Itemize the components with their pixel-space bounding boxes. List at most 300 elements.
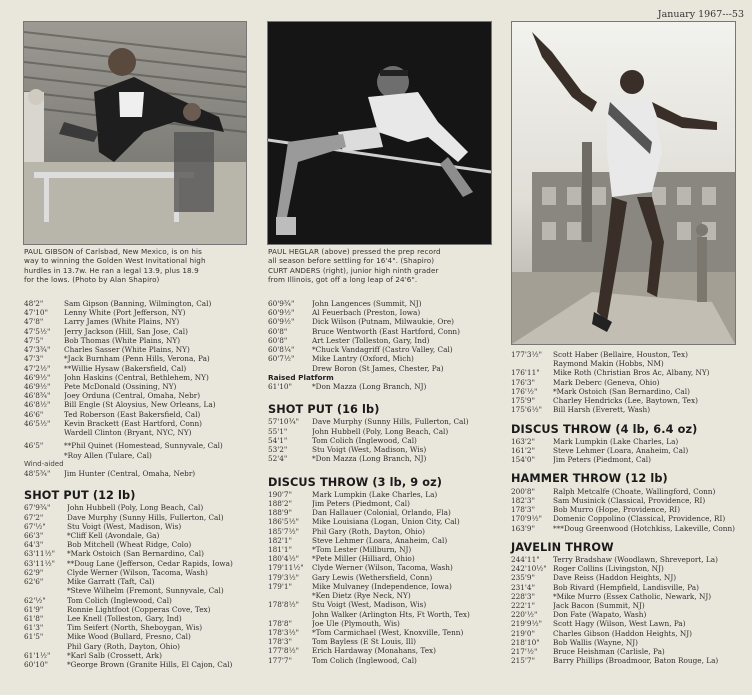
athlete-name: ***Doug Greenwood (Hotchkiss, Lakeville, Conn): [553, 523, 735, 533]
athlete-name: John Langences (Summit, NJ): [312, 299, 422, 308]
athlete-name: Tom Colich (Inglewood, Cal): [312, 435, 417, 445]
result-mark: 53'2": [268, 445, 288, 455]
result-mark: 178'8": [268, 618, 292, 628]
athlete-name: Scott Hagy (Wilson, West Lawn, Pa): [553, 619, 686, 629]
raised-platform-label: Raised Platform: [268, 372, 334, 382]
result-row: [511, 387, 749, 396]
result-row: [24, 522, 260, 531]
result-row: [268, 536, 500, 545]
athlete-name: Sam Musinick (Classical, Providence, RI): [553, 495, 706, 505]
result-row: [24, 642, 260, 651]
photo-long-jump: [511, 21, 736, 345]
athlete-name: *Tom Lester (Millburn, NJ): [312, 545, 412, 555]
athlete-name: Tom Colich (Inglewood, Cal): [312, 655, 417, 665]
athlete-name: Sam Gipson (Banning, Wilmington, Cal): [64, 299, 212, 308]
result-mark: 242'10½": [511, 564, 547, 574]
result-row: [268, 656, 500, 665]
section-title-discus-4lb: DISCUS THROW (4 lb, 6.4 oz): [511, 422, 698, 436]
result-row: [268, 308, 500, 317]
result-row: [268, 527, 500, 536]
result-row: [24, 531, 260, 540]
athlete-name: Roger Collins (Livingston, NJ): [553, 564, 664, 574]
result-mark: 47'5": [24, 335, 44, 345]
result-row: [511, 359, 749, 368]
result-row: [24, 441, 260, 450]
result-mark: 60'8¼": [268, 345, 295, 355]
result-row: [511, 592, 749, 601]
result-mark: 60'10": [24, 660, 48, 670]
result-row: [24, 469, 260, 478]
result-row: [511, 555, 749, 564]
athlete-name: Stu Voigt (West, Madison, Wis): [67, 521, 182, 531]
result-mark: 60'9½": [268, 308, 295, 318]
result-row: [268, 637, 500, 646]
result-row: [268, 417, 500, 426]
shot-put-16-list: [268, 417, 500, 463]
result-mark: 200'8": [511, 486, 535, 496]
result-row: [511, 638, 749, 647]
result-row: [24, 623, 260, 632]
caption-line: CURT ANDERS (right), junior high ninth grader: [268, 265, 439, 275]
athlete-name: **Phil Quinet (Homestead, Sunnyvale, Cal): [64, 441, 223, 451]
result-mark: [24, 642, 67, 651]
result-row: [24, 549, 260, 558]
result-mark: [268, 364, 312, 373]
result-row: [268, 591, 500, 600]
result-row: [268, 646, 500, 655]
athlete-name: Raymond Makin (Hobbs, NM): [553, 359, 664, 369]
athlete-name: Scott Haber (Bellaire, Houston, Tex): [553, 350, 688, 359]
athlete-name: *George Brown (Granite Hills, El Cajon, Cal): [67, 660, 233, 670]
athlete-name: Mark Lumpkin (Lake Charles, La): [553, 436, 679, 446]
result-mark: 188'2": [268, 498, 292, 508]
athlete-name: Gary Lewis (Wethersfield, Conn): [312, 572, 433, 582]
result-mark: 215'7": [511, 656, 535, 666]
athlete-name: Mike Roth (Christian Bros Ac, Albany, NY): [553, 368, 710, 378]
athlete-name: Lee Knell (Tolleston, Gary, Ind): [67, 614, 182, 623]
result-mark: 67'½": [24, 521, 46, 531]
athlete-name: Mike Mulvaney (Independence, Iowa): [312, 581, 452, 591]
result-row: [511, 601, 749, 610]
athlete-name: **Doug Lane (Jefferson, Cedar Rapids, Iowa): [67, 558, 233, 568]
result-mark: [24, 451, 64, 460]
result-mark: 47'3¾": [24, 345, 51, 355]
athlete-name: Jack Bacon (Summit, NJ): [553, 601, 645, 611]
result-row: [24, 651, 260, 660]
athlete-name: Jim Peters (Piedmont, Cal): [312, 498, 410, 508]
result-mark: 175'9": [511, 396, 535, 406]
athlete-name: Stu Voigt (West, Madison, Wis): [312, 600, 427, 610]
athlete-name: Mike Louisiana (Logan, Union City, Cal): [312, 517, 460, 527]
result-mark: 61'1½": [24, 650, 51, 660]
athlete-name: Tim Seifert (North, Sheboygan, Wis): [67, 623, 203, 633]
top-list-col2: [268, 299, 500, 373]
result-mark: 161'2": [511, 445, 535, 455]
result-mark: 222'1": [511, 601, 535, 611]
result-mark: 179'1": [268, 581, 292, 591]
result-mark: 220'½": [511, 610, 538, 620]
athlete-name: *Tom Carmichael (West, Knoxville, Tenn): [312, 628, 464, 637]
result-row: [268, 317, 500, 326]
result-mark: 48'5¾": [24, 468, 51, 478]
result-mark: 175'6½": [511, 405, 543, 415]
result-mark: 181'1": [268, 545, 292, 555]
result-mark: 231'4": [511, 582, 535, 592]
athlete-name: John Hubbell (Poly, Long Beach, Cal): [312, 426, 449, 436]
athlete-name: Lenny White (Port Jefferson, NY): [64, 308, 186, 318]
top-list-col1: [24, 299, 260, 460]
discus-4lb-list: [511, 437, 749, 465]
athlete-name: Erich Hardaway (Monahans, Tex): [312, 646, 436, 656]
photo-high-jump: [267, 21, 492, 245]
athlete-name: Steve Lehmer (Loara, Anaheim, Cal): [553, 445, 689, 455]
result-row: [24, 345, 260, 354]
result-mark: 182'3": [511, 495, 535, 505]
result-mark: 154'0": [511, 455, 535, 465]
result-mark: 52'4": [268, 454, 288, 464]
caption-line: from Illinois, got off a long leap of 24'6".: [268, 274, 418, 284]
long-jump-image: [512, 22, 735, 344]
result-mark: 46'9½": [24, 372, 51, 382]
result-row: [511, 405, 749, 414]
result-row: [268, 454, 500, 463]
result-row: [268, 554, 500, 563]
result-row: [268, 573, 500, 582]
athlete-name: Steve Lehmer (Loara, Anaheim, Cal): [312, 535, 448, 545]
result-mark: 55'1": [268, 426, 288, 436]
athlete-name: *Don Mazza (Long Branch, NJ): [312, 381, 427, 391]
athlete-name: *Mike Murro (Essex Catholic, Newark, NJ): [553, 591, 712, 601]
result-mark: 177'7": [268, 655, 292, 665]
column-2: [268, 299, 500, 665]
result-mark: 178'3": [268, 637, 292, 647]
result-row: [268, 582, 500, 591]
athlete-name: *Don Mazza (Long Branch, NJ): [312, 454, 427, 464]
athlete-name: Bob Mitchell (Wheat Ridge, Colo): [67, 540, 192, 550]
high-jump-image: [268, 22, 491, 244]
result-mark: 64'3": [24, 540, 44, 550]
result-row: [511, 496, 749, 505]
result-row: [511, 610, 749, 619]
result-row: [24, 327, 260, 336]
result-mark: 176'11": [511, 368, 540, 378]
result-row: [24, 596, 260, 605]
athlete-name: Bill Engle (St Aloysius, New Orleans, La): [64, 400, 216, 410]
caption-line: for the lows. (Photo by Alan Shapiro): [24, 274, 160, 284]
result-mark: 46'8¾": [24, 391, 51, 401]
athlete-name: *Steve Wilhelm (Fremont, Sunnyvale, Cal): [67, 586, 224, 596]
result-mark: 60'8": [268, 326, 288, 336]
result-row: [511, 656, 749, 665]
athlete-name: Charles Gibson (Haddon Heights, NJ): [553, 628, 693, 638]
athlete-name: Art Lester (Tolleston, Gary, Ind): [312, 335, 430, 345]
result-row: [24, 419, 260, 428]
result-row: [24, 410, 260, 419]
athlete-name: Dave Murphy (Sunny Hills, Fullerton, Cal): [67, 512, 224, 522]
athlete-name: Charles Sasser (White Plains, NY): [64, 345, 190, 355]
result-mark: 217'½": [511, 647, 538, 657]
athlete-name: Larry James (White Plains, NY): [64, 317, 180, 327]
athlete-name: Jim Peters (Piedmont, Cal): [553, 455, 651, 465]
result-mark: 60'7½": [268, 354, 295, 364]
result-row: [24, 373, 260, 382]
result-mark: 228'3": [511, 591, 535, 601]
athlete-name: John Haskins (Central, Bethlehem, NY): [64, 372, 209, 382]
result-row: [268, 490, 500, 499]
result-mark: 62'6": [24, 577, 44, 587]
athlete-name: Mike Wood (Bullard, Fresno, Cal): [67, 632, 191, 642]
athlete-name: Joey Orduna (Central, Omaha, Nebr): [64, 391, 201, 401]
athlete-name: Jerry Jackson (Hill, San Jose, Cal): [64, 326, 188, 336]
athlete-name: Bob Murro (Hope, Providence, RI): [553, 505, 681, 515]
caption-line: PAUL HEGLAR (above) pressed the prep record: [268, 247, 441, 256]
athlete-name: Clyde Werner (Wilson, Tacoma, Wash): [67, 567, 208, 577]
result-mark: 66'3": [24, 531, 44, 541]
athlete-name: *Pete Miller (Hilliard, Ohio): [312, 554, 415, 564]
athlete-name: Bruce Wentworth (East Hartford, Conn): [312, 326, 460, 336]
result-row: [24, 364, 260, 373]
result-row: [511, 573, 749, 582]
result-mark: 61'8": [24, 614, 44, 623]
result-row: [268, 600, 500, 609]
result-row: [268, 354, 500, 363]
athlete-name: *Ken Dietz (Rye Neck, NY): [312, 591, 411, 601]
result-row: [511, 446, 749, 455]
result-mark: 170'9½": [511, 514, 543, 524]
caption-line: hurdles in 13.7w. He ran a legal 13.9, plus 18.9: [24, 265, 199, 275]
result-row: [511, 378, 749, 387]
result-row: [511, 455, 749, 464]
column-1: [24, 299, 260, 669]
result-row: [511, 514, 749, 523]
result-row: [268, 445, 500, 454]
result-row: [511, 524, 749, 533]
athlete-name: Drew Boron (St James, Chester, Pa): [312, 363, 444, 373]
result-row: [268, 327, 500, 336]
result-row: [268, 345, 500, 354]
result-mark: 60'9¾": [268, 299, 295, 308]
result-row: [24, 586, 260, 595]
result-row: [268, 508, 500, 517]
caption-line: all season before settling for 16'4". (Shapiro): [268, 256, 435, 266]
result-row: [268, 545, 500, 554]
column-3: [511, 350, 749, 666]
result-mark: 185'7½": [268, 526, 300, 536]
athlete-name: *Jack Burnham (Penn Hills, Verona, Pa): [64, 354, 210, 364]
athlete-name: Wardell Clinton (Bryant, NYC, NY): [64, 428, 192, 438]
result-mark: 60'9½": [268, 317, 295, 327]
result-row: [268, 628, 500, 637]
result-row: [268, 499, 500, 508]
result-mark: [268, 610, 312, 619]
shot-put-12-list: [24, 503, 260, 669]
result-mark: 219'0": [511, 628, 535, 638]
result-mark: 163'2": [511, 436, 535, 446]
result-mark: 190'7": [268, 489, 292, 499]
result-mark: 46'6": [24, 409, 44, 419]
result-mark: 179'3½": [268, 572, 300, 582]
result-row: [268, 436, 500, 445]
caption-left: [24, 247, 246, 284]
athlete-name: Domenic Coppolino (Classical, Providence, RI): [553, 514, 726, 524]
athlete-name: *Mark Ostoich (San Bernardino, Cal): [553, 386, 690, 396]
result-mark: 61'3": [24, 623, 44, 633]
athlete-name: Ronnie Lightfoot (Copperas Cove, Tex): [67, 604, 211, 614]
athlete-name: Mike Lantry (Oxford, Mich): [312, 354, 414, 364]
result-mark: 218'10": [511, 637, 540, 647]
athlete-name: John Hubbell (Poly, Long Beach, Cal): [67, 503, 204, 513]
result-row: [24, 540, 260, 549]
athlete-name: Kevin Brackett (East Hartford, Conn): [64, 418, 203, 428]
athlete-name: Bob Wallis (Wayne, NJ): [553, 637, 639, 647]
result-row: [511, 396, 749, 405]
result-mark: [511, 359, 553, 368]
result-row: [511, 368, 749, 377]
result-row: [24, 559, 260, 568]
athlete-name: Terry Bradshaw (Woodlawn, Shreveport, La): [553, 554, 718, 564]
result-mark: 63'11½": [24, 558, 56, 568]
result-mark: 46'5½": [24, 418, 51, 428]
result-mark: 67'9¾": [24, 503, 51, 513]
result-row: [24, 503, 260, 512]
result-row: [268, 619, 500, 628]
athlete-name: Joe Ule (Plymouth, Wis): [312, 618, 400, 628]
result-mark: 176'3": [511, 377, 535, 387]
result-mark: 61'9": [24, 604, 44, 614]
result-mark: 244'11": [511, 554, 540, 564]
result-mark: 60'8": [268, 335, 288, 345]
result-mark: 63'11½": [24, 549, 56, 559]
athlete-name: Ralph Metcalfe (Choate, Wallingford, Conn): [553, 486, 716, 496]
athlete-name: John Walker (Arlington Hts, Ft Worth, Tex): [312, 609, 470, 619]
result-row: [268, 517, 500, 526]
hurdler-image: [24, 22, 246, 244]
result-row: [24, 605, 260, 614]
result-mark: 176'½": [511, 386, 538, 396]
caption-line: way to winning the Golden West Invitational high: [24, 256, 206, 266]
result-row: [24, 308, 260, 317]
athlete-name: Phil Gary (Roth, Dayton, Ohio): [67, 641, 180, 651]
result-row: [268, 299, 500, 308]
result-row: [24, 336, 260, 345]
result-row: [24, 568, 260, 577]
result-row: [511, 487, 749, 496]
javelin-throw-list: [511, 555, 749, 666]
result-row: [268, 563, 500, 572]
athlete-name: Tom Colich (Inglewood, Cal): [67, 595, 172, 605]
result-mark: 235'9": [511, 573, 535, 583]
athlete-name: Bill Harsh (Everett, Wash): [553, 405, 651, 415]
result-mark: 177'8½": [268, 646, 300, 656]
result-row: [24, 513, 260, 522]
result-mark: 178'3": [511, 505, 535, 515]
athlete-name: *Roy Allen (Tulare, Cal): [64, 450, 152, 460]
athlete-name: Jim Hunter (Central, Omaha, Nebr): [64, 468, 196, 478]
result-row: [511, 350, 749, 359]
result-mark: 47'2½": [24, 363, 51, 373]
result-mark: 46'5": [24, 441, 44, 451]
athlete-name: Phil Gary (Roth, Dayton, Ohio): [312, 526, 425, 536]
athlete-name: Barry Phillips (Broadmoor, Baton Rouge, La): [553, 656, 719, 666]
result-row: [24, 632, 260, 641]
result-mark: 182'1": [268, 535, 292, 545]
result-row: [511, 583, 749, 592]
result-row: [24, 354, 260, 363]
result-mark: 62'½": [24, 595, 46, 605]
result-mark: 47'3": [24, 354, 44, 364]
result-row: [24, 400, 260, 409]
section-title-shot-put-16: SHOT PUT (16 lb): [268, 403, 380, 417]
result-row: [511, 629, 749, 638]
result-row: [24, 614, 260, 623]
section-title-shot-put-12: SHOT PUT (12 lb): [24, 489, 136, 503]
result-row: [268, 382, 500, 391]
section-title-hammer-throw: HAMMER THROW (12 lb): [511, 472, 668, 486]
result-mark: 54'1": [268, 435, 288, 445]
result-mark: 47'10": [24, 308, 48, 318]
athlete-name: Tom Bayless (E St Louis, Ill): [312, 637, 417, 647]
athlete-name: Bob Thomas (White Plains, NY): [64, 335, 181, 345]
result-mark: 178'8½": [268, 600, 300, 610]
athlete-name: Don Fate (Wapato, Wash): [553, 610, 647, 620]
result-row: [511, 619, 749, 628]
result-row: [24, 382, 260, 391]
result-mark: [24, 586, 67, 595]
athlete-name: Mike Garratt (Taft, Cal): [67, 577, 155, 587]
photo-hurdler: [23, 21, 247, 245]
result-row: [268, 427, 500, 436]
athlete-name: Dave Reiss (Haddon Heights, NJ): [553, 573, 677, 583]
result-row: [268, 336, 500, 345]
result-row: [24, 451, 260, 460]
athlete-name: *Mark Ostoich (San Bernardino, Cal): [67, 549, 204, 559]
top-list-col3: [511, 350, 749, 415]
result-mark: [24, 428, 64, 437]
result-mark: 179'11½": [268, 563, 304, 573]
result-mark: 57'10¾": [268, 417, 300, 427]
athlete-name: Charley Hendricks (Lee, Baytown, Tex): [553, 396, 698, 406]
result-mark: 47'8": [24, 317, 44, 327]
result-row: [24, 299, 260, 308]
result-mark: 163'9": [511, 523, 535, 533]
wind-aided-label: Wind-aided: [24, 459, 64, 468]
athlete-name: Mark Deberc (Geneva, Ohio): [553, 377, 660, 387]
athlete-name: *Cliff Kell (Avondale, Ga): [67, 531, 160, 541]
athlete-name: Mark Lumpkin (Lake Charles, La): [312, 489, 438, 499]
result-mark: 67'2": [24, 512, 44, 522]
result-mark: 178'3½": [268, 628, 300, 637]
athlete-name: Dave Murphy (Sunny Hills, Fullerton, Cal): [312, 417, 469, 427]
athlete-name: Pete McDonald (Ossining, NY): [64, 381, 177, 391]
athlete-name: Ted Roberson (East Bakersfield, Cal): [64, 409, 201, 419]
result-mark: 46'8½": [24, 400, 51, 410]
athlete-name: **Willie Hysaw (Bakersfield, Cal): [64, 363, 187, 373]
result-row: [511, 647, 749, 656]
result-mark: 47'5½": [24, 326, 51, 336]
athlete-name: Bob Rivard (Hempfield, Landisville, Pa): [553, 582, 699, 592]
section-title-javelin-throw: JAVELIN THROW: [511, 540, 614, 554]
result-row: [24, 660, 260, 669]
result-mark: 188'9": [268, 508, 292, 518]
result-mark: [268, 591, 312, 600]
athlete-name: Clyde Werner (Wilson, Tacoma, Wash): [312, 563, 453, 573]
caption-center: [268, 247, 492, 284]
result-mark: 177'3½": [511, 350, 543, 359]
result-mark: 46'9½": [24, 381, 51, 391]
athlete-name: Dick Wilson (Putnam, Milwaukie, Ore): [312, 317, 454, 327]
result-row: [24, 577, 260, 586]
athlete-name: Al Feuerbach (Preston, Iowa): [312, 308, 421, 318]
